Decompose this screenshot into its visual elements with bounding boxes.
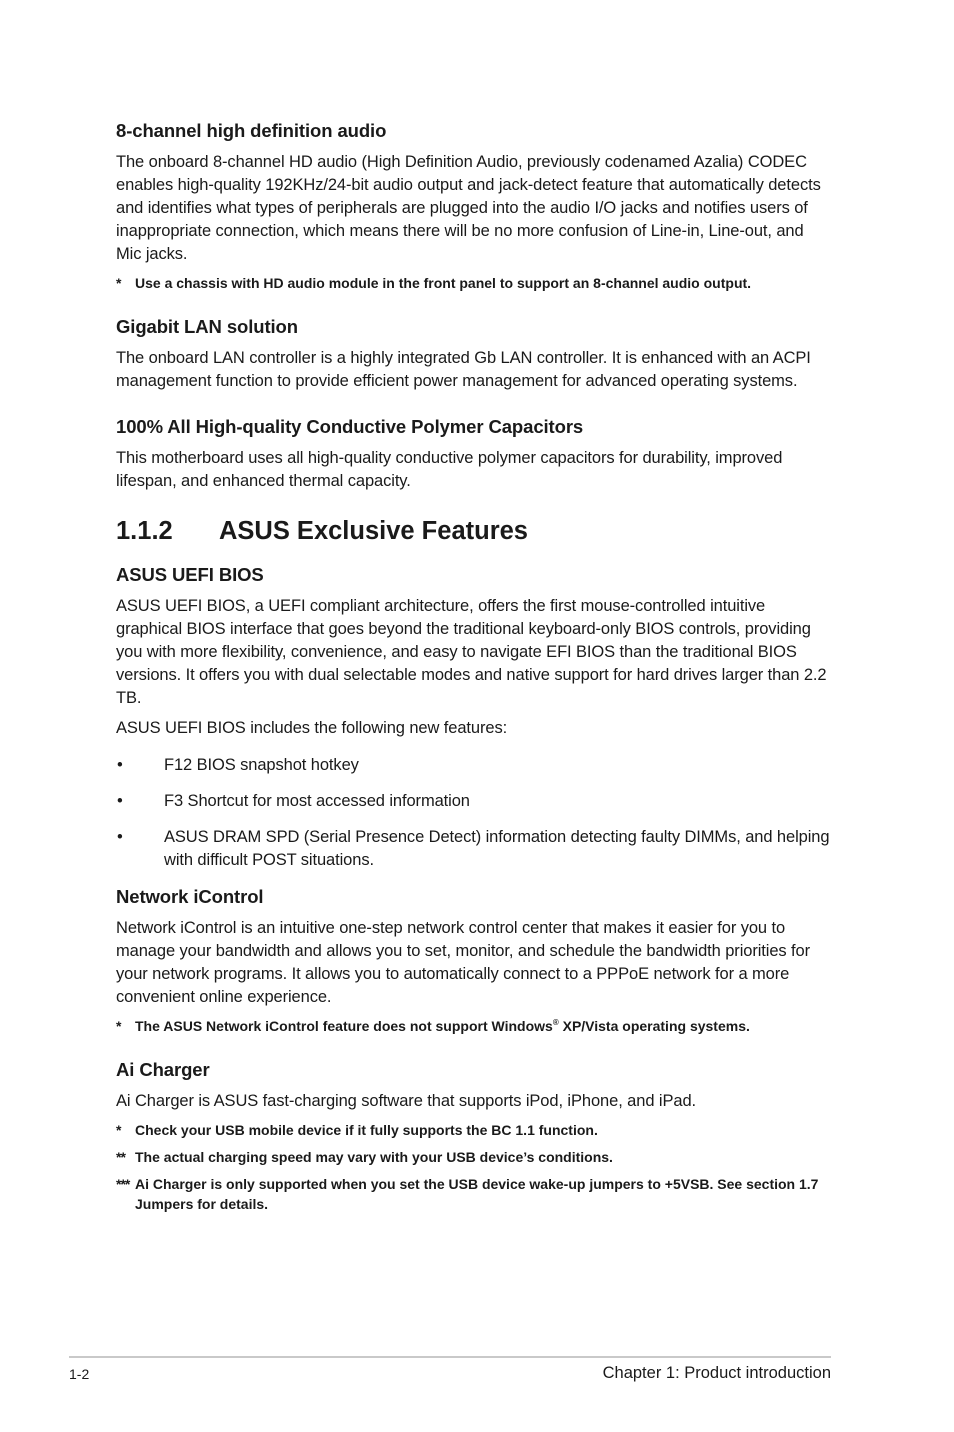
note-text: Ai Charger is only supported when you set the USB device wake-up jumpers to +5VSB. See section 1.7 Jumpers for details. — [135, 1176, 819, 1212]
heading-uefi: ASUS UEFI BIOS — [116, 564, 264, 585]
bullet: • — [117, 828, 123, 846]
page-number: 1-2 — [69, 1366, 90, 1382]
uefi-intro: ASUS UEFI BIOS includes the following new features: — [116, 719, 508, 737]
note-marker: * — [116, 1018, 121, 1034]
footer-divider — [69, 1356, 831, 1358]
charger-note — [116, 1174, 832, 1214]
list-item — [116, 754, 832, 777]
audio-body: The onboard 8-channel HD audio (High Definition Audio, previously codenamed Azalia) CODEC enables high-quality 192KHz/24-bit audio output and jack-detect feature that automatically detects and identifies what types of peripherals are plugged into the audio I/O jacks and notifies users of inappropriate connection, which means there will be no more confusion of Line-in, Line-out, and Mic jacks. — [116, 153, 821, 263]
heading-audio: 8-channel high definition audio — [116, 120, 387, 141]
section-number: 1.1.2 — [116, 517, 173, 545]
note-marker: ** — [116, 1149, 125, 1165]
note-marker: *** — [116, 1176, 130, 1192]
bullet: • — [117, 792, 123, 810]
charger-body: Ai Charger is ASUS fast-charging software that supports iPod, iPhone, and iPad. — [116, 1092, 697, 1110]
section-title: ASUS Exclusive Features — [219, 517, 528, 545]
audio-note — [116, 273, 832, 293]
charger-note — [116, 1120, 832, 1140]
heading-capacitors: 100% All High-quality Conductive Polymer Capacitors — [116, 416, 584, 437]
capacitors-body: This motherboard uses all high-quality conductive polymer capacitors for durability, improved lifespan, and enhanced thermal capacity. — [116, 449, 783, 490]
list-item — [116, 826, 832, 872]
icontrol-body: Network iControl is an intuitive one-step network control center that makes it easier for you to manage your bandwidth and allows you to set, monitor, and schedule the bandwidth priorities for your network programs. It allows you to automatically connect to a PPPoE network for a more convenient online experience. — [116, 919, 811, 1006]
audio-notes — [116, 273, 832, 293]
icontrol-note — [116, 1016, 832, 1036]
feature-text: F3 Shortcut for most accessed information — [164, 792, 470, 810]
note-text-after: XP/Vista operating systems. — [558, 1018, 750, 1034]
uefi-body: ASUS UEFI BIOS, a UEFI compliant architecture, offers the first mouse-controlled intuitive graphical BIOS interface that goes beyond the traditional keyboard-only BIOS controls, providing you with more flexibility, convenience, and easy to navigate EFI BIOS than the traditional BIOS versions. It offers you with dual selectable modes and native support for hard drives larger than 2.2 TB. — [116, 597, 827, 707]
note-text: The actual charging speed may vary with your USB device’s conditions. — [135, 1149, 613, 1165]
list-item — [116, 790, 832, 813]
uefi-feature-list — [116, 754, 832, 872]
note-text-before: The ASUS Network iControl feature does not support Windows — [135, 1018, 553, 1034]
chapter-title: Chapter 1: Product introduction — [602, 1364, 831, 1382]
heading-icontrol: Network iControl — [116, 886, 264, 907]
note-text: Use a chassis with HD audio module in the front panel to support an 8-channel audio output. — [135, 275, 752, 291]
charger-note — [116, 1147, 832, 1167]
page-content — [116, 119, 832, 1236]
note-marker: * — [116, 1122, 121, 1138]
charger-notes — [116, 1120, 832, 1214]
lan-body: The onboard LAN controller is a highly integrated Gb LAN controller. It is enhanced with an ACPI management function to provide efficient power management for advanced operating systems. — [116, 349, 811, 390]
section-title-exclusive — [116, 515, 832, 547]
bullet: • — [117, 756, 123, 774]
icontrol-notes — [116, 1016, 832, 1036]
note-marker: * — [116, 275, 121, 291]
registered-mark: ® — [552, 1018, 559, 1027]
feature-text: F12 BIOS snapshot hotkey — [164, 756, 359, 774]
note-text — [135, 1016, 832, 1036]
heading-charger: Ai Charger — [116, 1059, 210, 1080]
heading-lan: Gigabit LAN solution — [116, 316, 298, 337]
feature-text: ASUS DRAM SPD (Serial Presence Detect) information detecting faulty DIMMs, and helping with difficult POST situations. — [164, 828, 830, 869]
note-text: Check your USB mobile device if it fully supports the BC 1.1 function. — [135, 1122, 598, 1138]
